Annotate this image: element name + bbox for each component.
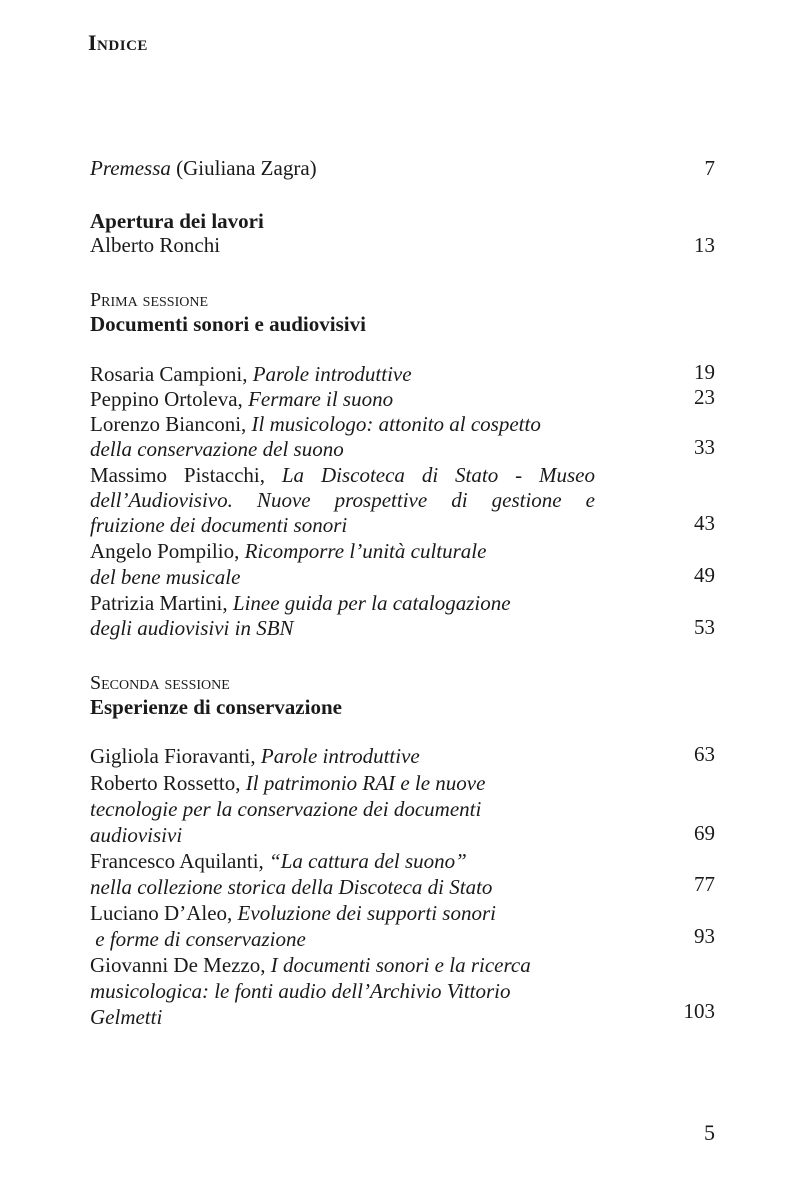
toc-entry-continued	[90, 487, 715, 513]
entry-title: fruizione dei documenti sonori	[90, 513, 348, 537]
toc-entry-continued	[90, 796, 715, 822]
page-ref: 69	[694, 821, 715, 845]
page-ref: 77	[694, 872, 715, 896]
entry-title: Linee guida per la catalogazione	[232, 591, 511, 615]
toc-entry-premessa	[90, 155, 715, 181]
entry-author: Peppino Ortoleva,	[90, 387, 249, 411]
page-ref: 93	[694, 924, 715, 948]
entry-title: “La cattura del suono”	[269, 849, 467, 873]
entry-author: Luciano D’Aleo,	[90, 901, 238, 925]
entry-title: Parole introduttive	[252, 362, 412, 386]
toc-entry	[90, 952, 715, 978]
entry-title: musicologica: le fonti audio dell’Archivio Vittorio	[90, 979, 511, 1003]
toc-entry-apertura	[90, 232, 715, 258]
page-ref: 13	[694, 233, 715, 257]
page-ref: 53	[694, 615, 715, 639]
entry-title: Premessa	[90, 156, 171, 180]
page-ref: 33	[694, 435, 715, 459]
toc-entry	[90, 743, 715, 769]
entry-title: Il patrimonio RAI e le nuove	[245, 771, 486, 795]
entry-author: Alberto Ronchi	[90, 233, 221, 257]
section-heading-apertura: Apertura dei lavori	[90, 209, 264, 233]
entry-title: Gelmetti	[90, 1005, 163, 1029]
toc-entry	[90, 538, 715, 564]
entry-title: La Discoteca di Stato - Museo	[281, 463, 595, 487]
toc-entry	[90, 590, 715, 616]
session-label: Prima sessione	[90, 289, 209, 311]
toc-entry-continued	[90, 512, 715, 538]
entry-title: e forme di conservazione	[90, 927, 306, 951]
toc-entry-continued	[90, 564, 715, 590]
entry-author: Francesco Aquilanti,	[90, 849, 270, 873]
session-heading: Esperienze di conservazione	[90, 695, 342, 719]
toc-entry	[90, 770, 715, 796]
toc-entry	[90, 900, 715, 926]
toc-entry	[90, 848, 715, 874]
toc-entry-continued	[90, 926, 715, 952]
toc-entry	[90, 361, 715, 387]
entry-title: degli audiovisivi in SBN	[90, 616, 294, 640]
entry-author: Roberto Rossetto,	[90, 771, 246, 795]
entry-title: tecnologie per la conservazione dei documenti	[90, 797, 482, 821]
toc-entry	[90, 462, 715, 488]
toc-entry-continued	[90, 822, 715, 848]
entry-title: Ricomporre l’unità culturale	[244, 539, 487, 563]
page-header: Indice	[88, 30, 148, 55]
toc-entry-continued	[90, 436, 715, 462]
session-heading: Documenti sonori e audiovisivi	[90, 312, 366, 336]
entry-title: del bene musicale	[90, 565, 241, 589]
entry-author: Massimo Pistacchi,	[90, 463, 282, 487]
entry-title: dell’Audiovisivo. Nuove prospettive di gestione e	[90, 488, 595, 512]
entry-title: Il musicologo: attonito al cospetto	[251, 412, 541, 436]
entry-author: Gigliola Fioravanti,	[90, 744, 261, 768]
entry-author: Lorenzo Bianconi,	[90, 412, 252, 436]
entry-title: nella collezione storica della Discoteca di Stato	[90, 875, 493, 899]
entry-author: Patrizia Martini,	[90, 591, 233, 615]
session-label: Seconda sessione	[90, 672, 230, 694]
page-ref: 7	[704, 156, 715, 180]
entry-author: Rosaria Campioni,	[90, 362, 253, 386]
toc-entry	[90, 411, 715, 437]
toc-entry-continued	[90, 874, 715, 900]
entry-title: I documenti sonori e la ricerca	[270, 953, 531, 977]
entry-title: Evoluzione dei supporti sonori	[237, 901, 496, 925]
page-ref: 19	[694, 360, 715, 384]
page-number: 5	[704, 1120, 715, 1145]
entry-author: Angelo Pompilio,	[90, 539, 245, 563]
page-ref: 23	[694, 385, 715, 409]
page-ref: 103	[683, 999, 715, 1023]
toc-entry-continued	[90, 999, 715, 1030]
page-ref: 49	[694, 563, 715, 587]
entry-title: Fermare il suono	[248, 387, 394, 411]
entry-title: Parole introduttive	[260, 744, 420, 768]
page-ref: 43	[694, 511, 715, 535]
entry-title: audiovisivi	[90, 823, 183, 847]
toc-entry-continued	[90, 615, 715, 641]
page-ref: 63	[694, 742, 715, 766]
toc-entry	[90, 386, 715, 412]
entry-author: Giovanni De Mezzo,	[90, 953, 271, 977]
toc-entry-continued	[90, 978, 715, 1004]
entry-author: (Giuliana Zagra)	[176, 156, 317, 180]
entry-title: della conservazione del suono	[90, 437, 344, 461]
